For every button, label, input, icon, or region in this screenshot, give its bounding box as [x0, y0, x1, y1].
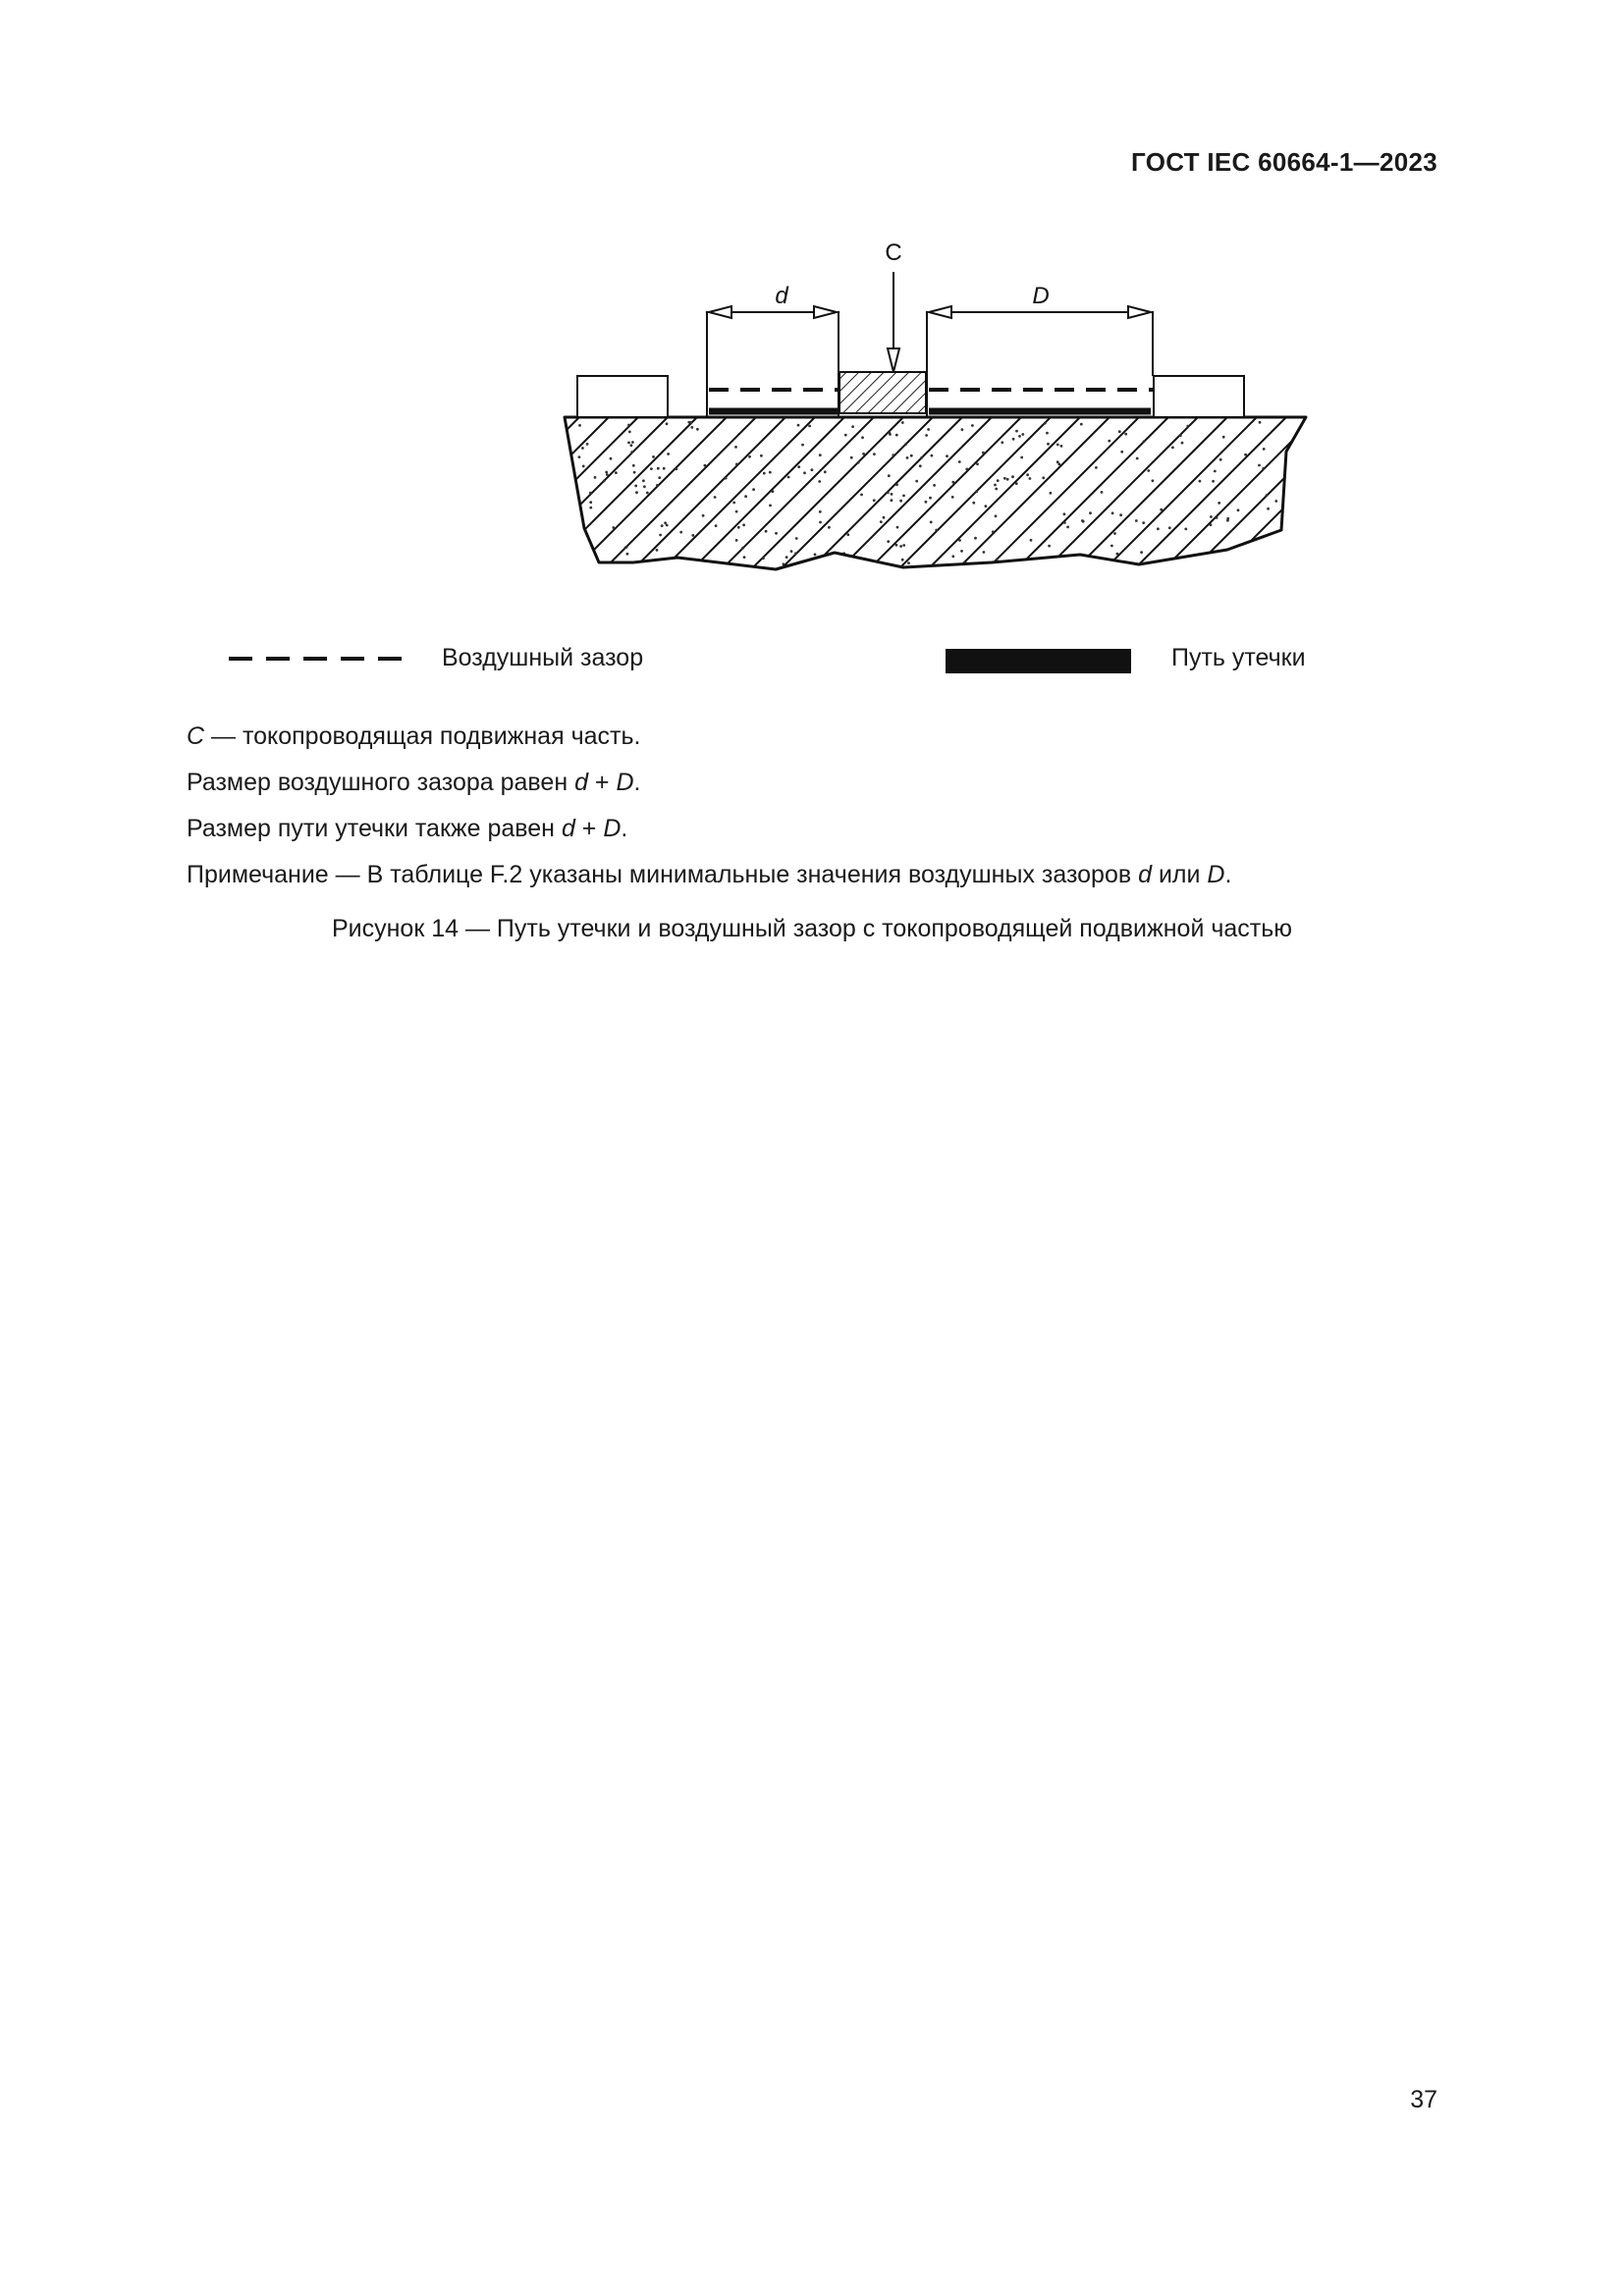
note-c-definition: C — токопроводящая подвижная часть. [187, 722, 641, 750]
insulating-base [550, 417, 1316, 574]
figure-caption: Рисунок 14 — Путь утечки и воздушный зазор с токопроводящей подвижной частью [331, 915, 1293, 942]
right-conductor [1154, 376, 1244, 417]
air-gap-legend-symbol [229, 644, 415, 673]
dimension-D [929, 283, 1151, 318]
label-D: D [1032, 283, 1050, 309]
document-number: ГОСТ IEC 60664-1—2023 [1131, 147, 1437, 177]
dimension-d [709, 283, 837, 318]
leakage-legend-label: Путь утечки [1171, 644, 1306, 671]
air-gap-legend-label: Воздушный зазор [442, 644, 644, 671]
leakage-legend-symbol [946, 649, 1131, 673]
label-c: C [885, 240, 902, 266]
page-number: 37 [1410, 2086, 1437, 2113]
left-conductor [577, 376, 668, 417]
label-d: d [775, 283, 788, 309]
note-air-gap-size: Размер воздушного зазора равен d + D. [187, 769, 641, 796]
leakage-air-gap-figure [550, 231, 1316, 589]
note-leakage-size: Размер пути утечки также равен d + D. [187, 815, 628, 842]
note-table-reference: Примечание — В таблице F.2 указаны минимальные значения воздушных зазоров d или D. [187, 861, 1232, 888]
pointer-c [885, 240, 901, 372]
movable-part-c [839, 372, 926, 413]
